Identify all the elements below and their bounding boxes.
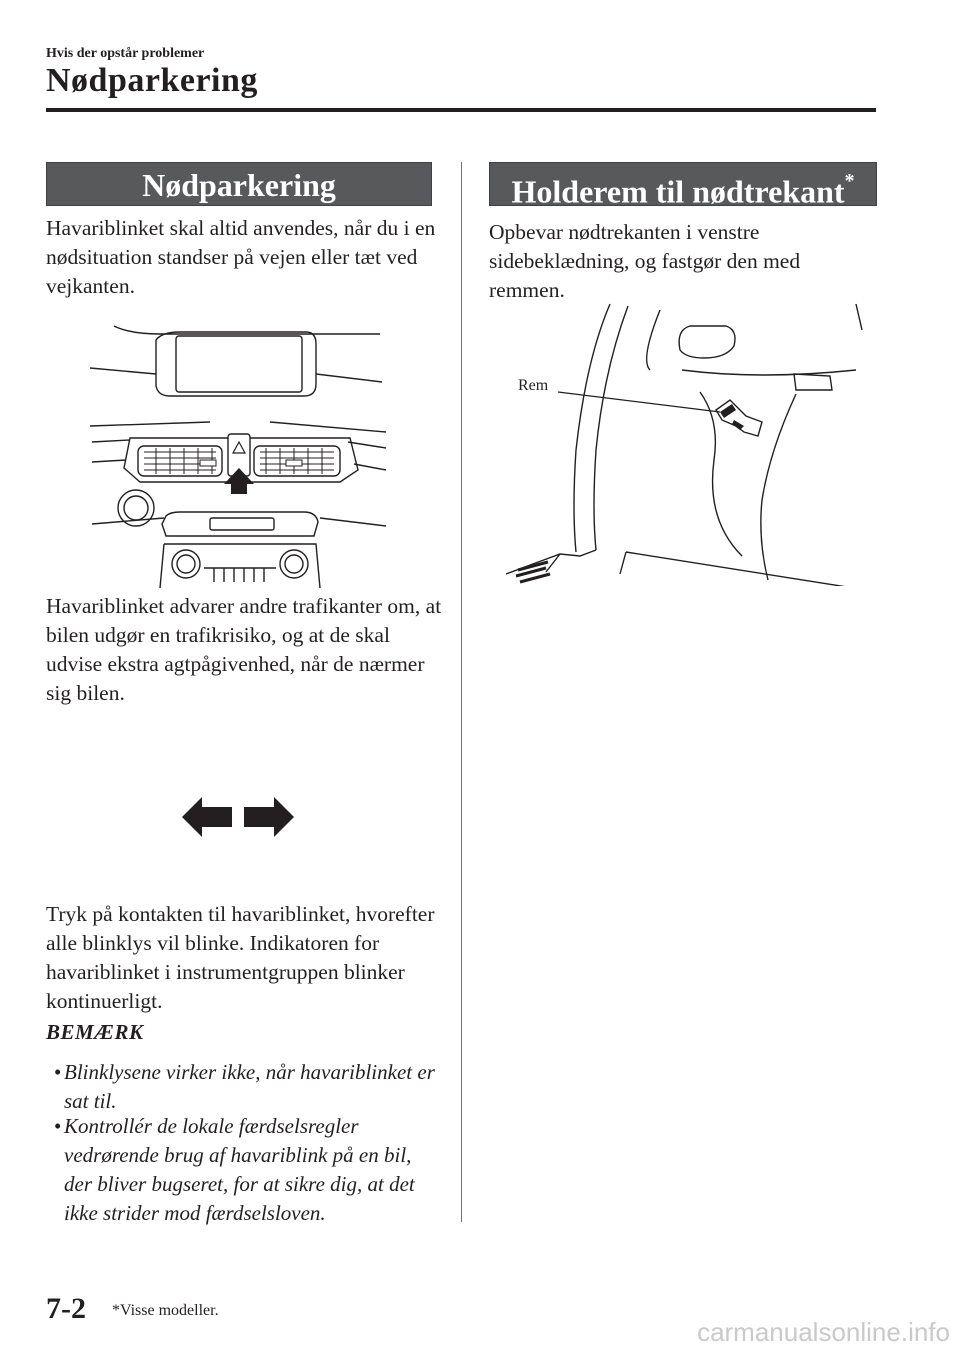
arrow-left-icon (182, 797, 232, 837)
note-label: BEMÆRK (46, 1020, 144, 1044)
section-title: Hvis der opstår problemer (46, 46, 205, 61)
bullet-icon: • (54, 1060, 62, 1084)
turn-signal-indicators (182, 796, 294, 838)
arrow-right-icon (244, 797, 294, 837)
note-text: Kontrollér de lokale færdselsregler vedrørende brug af havariblink på en bil, der bliver bugseret, for at sikre dig, at det ikke strider mod færdselsloven. (64, 1114, 415, 1225)
note-item (46, 1112, 436, 1228)
bullet-icon: • (54, 1114, 62, 1138)
watermark: carmanualsonline.info (697, 1317, 950, 1347)
dashboard-illustration (90, 322, 390, 590)
footnote: *Visse modeller. (112, 1302, 219, 1319)
note-item (46, 1058, 436, 1116)
figure-callout-label: Rem (518, 377, 549, 394)
intro-paragraph: Havariblinket skal altid anvendes, når du i en nødsituation standser på vejen eller tæt ved vejkanten. (46, 216, 436, 298)
page-number: 7-2 (46, 1292, 86, 1325)
column-divider (461, 162, 462, 1222)
instruction-paragraph: Tryk på kontakten til havariblinket, hvorefter alle blinklys vil blinke. Indikatoren for havariblinket i instrumentgruppen blinker kontinuerligt. (46, 902, 435, 1013)
footnote-mark: * (844, 170, 855, 192)
storage-paragraph: Opbevar nødtrekanten i venstre sidebeklædning, og fastgør den med remmen. (489, 220, 801, 302)
section-banner-holderem (489, 162, 877, 210)
section-banner-nodparkering: Nødparkering (46, 162, 432, 206)
chapter-title: Nødparkering (46, 62, 258, 99)
banner-title: Holderem til nødtrekant (511, 173, 845, 210)
side-trim-illustration (500, 300, 870, 586)
chapter-rule (46, 108, 876, 112)
warning-paragraph: Havariblinket advarer andre trafikanter om, at bilen udgør en trafikrisiko, og at de skal udvise ekstra agtpågivenhed, når de nærmer sig bilen. (46, 594, 442, 705)
note-text: Blinklysene virker ikke, når havariblinket er sat til. (64, 1060, 435, 1113)
